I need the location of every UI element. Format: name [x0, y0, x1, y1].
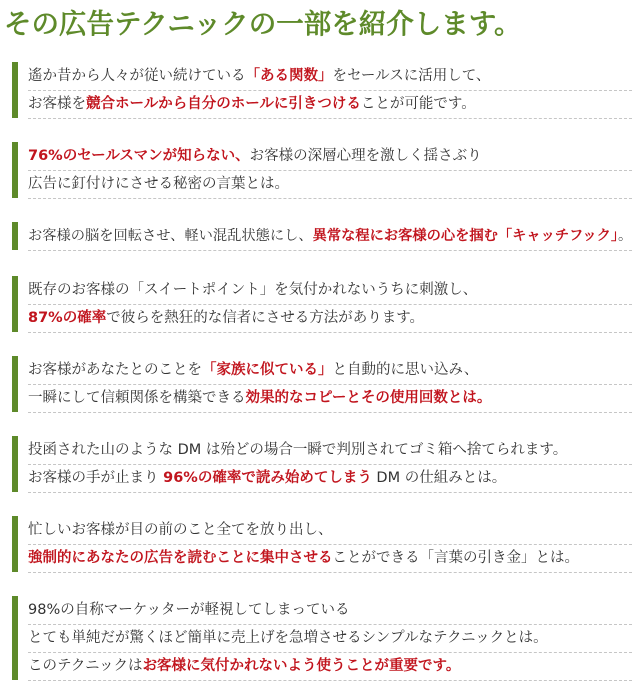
highlight-text: 76%のセールスマンが知らない、 — [28, 148, 250, 164]
technique-block — [12, 596, 632, 680]
body-text: 広告に釘付けにさせる秘密の言葉とは。 — [28, 176, 289, 192]
body-text: とても単純だが驚くほど簡単に売上げを急増させるシンプルなテクニックとは。 — [28, 630, 548, 646]
body-text: 遙か昔から人々が従い続けている — [28, 68, 246, 84]
technique-line — [28, 624, 632, 653]
accent-bar — [12, 222, 18, 250]
technique-block — [12, 142, 632, 198]
body-text: お客様の深層心理を激しく揺さぶり — [249, 148, 482, 164]
highlight-text: 強制的にあなたの広告を読むことに集中させる — [28, 550, 333, 566]
body-text: と自動的に思い込み、 — [332, 362, 479, 378]
technique-block — [12, 222, 632, 250]
technique-line — [28, 142, 632, 171]
technique-block — [12, 516, 632, 572]
technique-line — [28, 222, 632, 251]
highlight-text: 87%の確率 — [28, 310, 107, 326]
highlight-text: お客様に気付かれないよう使うことが重要です。 — [142, 658, 461, 674]
technique-block — [12, 436, 632, 492]
body-text: 既存のお客様の「スイートポイント」を気付かれないうちに刺激し、 — [28, 282, 478, 298]
body-text: 98%の自称マーケッターが軽視してしまっている — [28, 602, 350, 618]
technique-line — [28, 464, 632, 493]
accent-bar — [12, 436, 18, 492]
accent-bar — [12, 276, 18, 332]
technique-line — [28, 596, 632, 625]
technique-block — [12, 62, 632, 118]
accent-bar — [12, 516, 18, 572]
body-text: ことができる「言葉の引き金」とは。 — [332, 550, 579, 566]
body-text: で彼らを熱狂的な信者にさせる方法があります。 — [106, 310, 425, 326]
highlight-text: 「ある関数」 — [245, 68, 333, 84]
accent-bar — [12, 142, 18, 198]
body-text: をセールスに活用して、 — [332, 68, 491, 84]
body-text: お客様を — [28, 96, 86, 112]
accent-bar — [12, 596, 18, 680]
technique-line — [28, 170, 632, 199]
accent-bar — [12, 356, 18, 412]
highlight-text: 「家族に似ている」 — [202, 362, 333, 378]
body-text: 忙しいお客様が目の前のこと全てを放り出し、 — [28, 522, 333, 538]
technique-line — [28, 544, 632, 573]
technique-line — [28, 436, 632, 465]
body-text: 投函された山のような DM は殆どの場合一瞬で判別されてゴミ箱へ捨てられます。 — [28, 442, 568, 458]
technique-block — [12, 276, 632, 332]
body-text: ことが可能です。 — [360, 96, 476, 112]
body-text: 一瞬にして信頼関係を構築できる — [28, 390, 246, 406]
technique-line — [28, 384, 632, 413]
technique-line — [28, 356, 632, 385]
highlight-text: 競合ホールから自分のホールに引きつける — [86, 96, 361, 112]
highlight-text: 異常な程にお客様の心を掴む「キャッチフック」 — [312, 228, 618, 244]
technique-line — [28, 304, 632, 333]
technique-line — [28, 90, 632, 119]
body-text: お客様があなたとのことを — [28, 362, 202, 378]
body-text: お客様の脳を回転させ、軽い混乱状態にし、 — [28, 228, 313, 244]
page-title: その広告テクニックの一部を紹介します。 — [4, 8, 522, 40]
technique-block — [12, 356, 632, 412]
accent-bar — [12, 62, 18, 118]
technique-line — [28, 652, 632, 681]
body-text: お客様の手が止まり — [28, 470, 164, 486]
body-text: 。 — [617, 228, 633, 244]
body-text: このテクニックは — [28, 658, 143, 674]
highlight-text: 効果的なコピーとその使用回数とは。 — [245, 390, 492, 406]
body-text: DM の仕組みとは。 — [371, 470, 507, 486]
highlight-text: 96%の確率で読み始めてしまう — [163, 470, 372, 486]
technique-line — [28, 516, 632, 545]
technique-line — [28, 62, 632, 91]
technique-line — [28, 276, 632, 305]
